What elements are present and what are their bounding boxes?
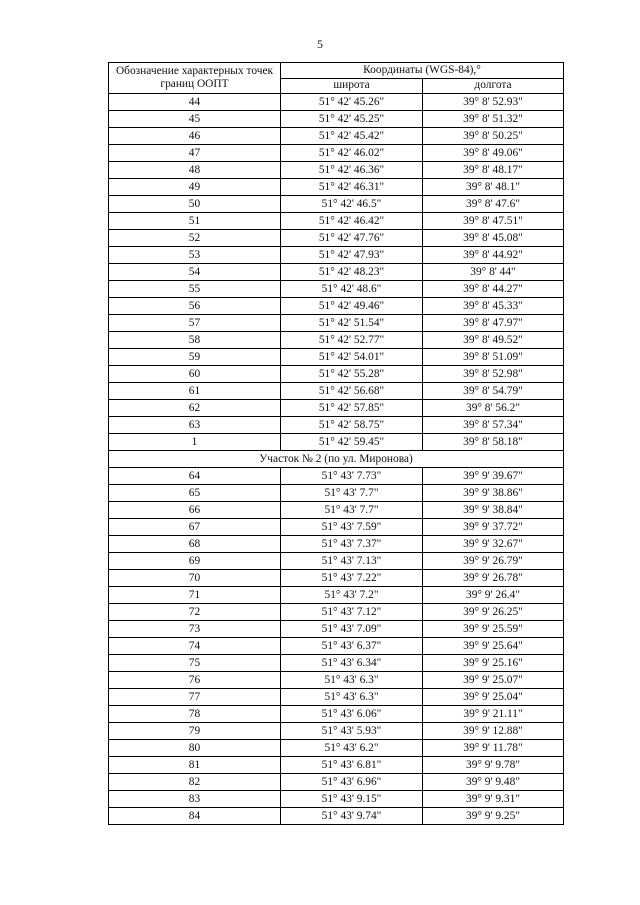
table-row [109, 757, 564, 774]
point-id-cell: 49 [109, 179, 281, 196]
point-id-cell: 60 [109, 366, 281, 383]
longitude-cell: 39° 8' 47.97" [423, 315, 564, 332]
point-id-cell: 65 [109, 485, 281, 502]
table-row [109, 536, 564, 553]
latitude-cell: 51° 42' 45.25" [281, 111, 423, 128]
table-row [109, 570, 564, 587]
latitude-cell: 51° 42' 55.28" [281, 366, 423, 383]
latitude-cell: 51° 42' 47.93" [281, 247, 423, 264]
table-row [109, 808, 564, 825]
coordinates-table [108, 62, 564, 825]
table-header [109, 63, 564, 94]
latitude-cell: 51° 42' 48.23" [281, 264, 423, 281]
latitude-cell: 51° 42' 46.31" [281, 179, 423, 196]
latitude-cell: 51° 43' 6.06" [281, 706, 423, 723]
point-id-cell: 47 [109, 145, 281, 162]
longitude-cell: 39° 9' 37.72" [423, 519, 564, 536]
point-id-cell: 55 [109, 281, 281, 298]
point-id-cell: 66 [109, 502, 281, 519]
point-id-cell: 71 [109, 587, 281, 604]
point-id-cell: 62 [109, 400, 281, 417]
longitude-cell: 39° 8' 44" [423, 264, 564, 281]
longitude-cell: 39° 8' 45.33" [423, 298, 564, 315]
table-row [109, 315, 564, 332]
table-row [109, 706, 564, 723]
longitude-cell: 39° 9' 9.25" [423, 808, 564, 825]
latitude-cell: 51° 42' 54.01" [281, 349, 423, 366]
table-row [109, 366, 564, 383]
latitude-cell: 51° 43' 9.15" [281, 791, 423, 808]
section2-title: Участок № 2 (по ул. Миронова) [109, 451, 564, 468]
point-id-cell: 81 [109, 757, 281, 774]
latitude-cell: 51° 43' 7.7" [281, 485, 423, 502]
table-body-part1 [109, 94, 564, 451]
longitude-cell: 39° 9' 25.07" [423, 672, 564, 689]
table-row [109, 519, 564, 536]
longitude-cell: 39° 9' 9.31" [423, 791, 564, 808]
point-column-header: Обозначение характерных точек границ ООПТ [109, 63, 281, 94]
table-row [109, 213, 564, 230]
latitude-cell: 51° 42' 57.85" [281, 400, 423, 417]
table-row [109, 587, 564, 604]
longitude-cell: 39° 9' 12.88" [423, 723, 564, 740]
longitude-cell: 39° 8' 47.6" [423, 196, 564, 213]
table-row [109, 332, 564, 349]
longitude-cell: 39° 9' 25.59" [423, 621, 564, 638]
longitude-cell: 39° 8' 56.2" [423, 400, 564, 417]
table-row [109, 502, 564, 519]
longitude-cell: 39° 8' 48.1" [423, 179, 564, 196]
latitude-cell: 51° 43' 7.09" [281, 621, 423, 638]
section2-header [109, 451, 564, 468]
latitude-cell: 51° 42' 47.76" [281, 230, 423, 247]
latitude-cell: 51° 43' 6.37" [281, 638, 423, 655]
longitude-cell: 39° 9' 21.11" [423, 706, 564, 723]
longitude-cell: 39° 8' 51.09" [423, 349, 564, 366]
longitude-cell: 39° 9' 26.78" [423, 570, 564, 587]
point-id-cell: 64 [109, 468, 281, 485]
point-id-cell: 73 [109, 621, 281, 638]
point-id-cell: 67 [109, 519, 281, 536]
table-row [109, 791, 564, 808]
latitude-cell: 51° 42' 59.45" [281, 434, 423, 451]
page-number: 5 [317, 37, 323, 51]
longitude-cell: 39° 8' 52.93" [423, 94, 564, 111]
longitude-cell: 39° 8' 51.32" [423, 111, 564, 128]
longitude-cell: 39° 8' 57.34" [423, 417, 564, 434]
table-row [109, 230, 564, 247]
longitude-cell: 39° 9' 39.67" [423, 468, 564, 485]
table-row [109, 111, 564, 128]
point-id-cell: 53 [109, 247, 281, 264]
latitude-cell: 51° 43' 9.74" [281, 808, 423, 825]
point-id-cell: 59 [109, 349, 281, 366]
latitude-cell: 51° 43' 7.13" [281, 553, 423, 570]
point-id-cell: 76 [109, 672, 281, 689]
latitude-cell: 51° 42' 46.5" [281, 196, 423, 213]
latitude-cell: 51° 43' 7.73" [281, 468, 423, 485]
longitude-cell: 39° 9' 9.48" [423, 774, 564, 791]
longitude-cell: 39° 8' 49.52" [423, 332, 564, 349]
point-id-cell: 54 [109, 264, 281, 281]
latitude-cell: 51° 42' 58.75" [281, 417, 423, 434]
table-row [109, 672, 564, 689]
longitude-cell: 39° 8' 44.92" [423, 247, 564, 264]
coords-column-header: Координаты (WGS-84),° [281, 63, 564, 79]
table-body-part2 [109, 468, 564, 825]
point-id-cell: 70 [109, 570, 281, 587]
table-row [109, 468, 564, 485]
latitude-cell: 51° 43' 7.7" [281, 502, 423, 519]
point-id-cell: 58 [109, 332, 281, 349]
latitude-cell: 51° 43' 6.81" [281, 757, 423, 774]
longitude-cell: 39° 8' 45.08" [423, 230, 564, 247]
table-row [109, 247, 564, 264]
latitude-cell: 51° 43' 7.12" [281, 604, 423, 621]
table-row [109, 485, 564, 502]
latitude-cell: 51° 43' 7.22" [281, 570, 423, 587]
longitude-cell: 39° 8' 47.51" [423, 213, 564, 230]
table-row [109, 621, 564, 638]
longitude-cell: 39° 9' 9.78" [423, 757, 564, 774]
table-row [109, 689, 564, 706]
table-row [109, 638, 564, 655]
table-row [109, 723, 564, 740]
longitude-cell: 39° 8' 54.79" [423, 383, 564, 400]
point-id-cell: 74 [109, 638, 281, 655]
point-id-cell: 45 [109, 111, 281, 128]
table-row [109, 553, 564, 570]
point-id-cell: 69 [109, 553, 281, 570]
header-row [109, 63, 564, 79]
table-row [109, 94, 564, 111]
longitude-cell: 39° 9' 25.04" [423, 689, 564, 706]
point-id-cell: 44 [109, 94, 281, 111]
longitude-cell: 39° 9' 26.25" [423, 604, 564, 621]
latitude-cell: 51° 42' 49.46" [281, 298, 423, 315]
table-row [109, 128, 564, 145]
latitude-cell: 51° 43' 5.93" [281, 723, 423, 740]
point-id-cell: 50 [109, 196, 281, 213]
latitude-cell: 51° 43' 6.2" [281, 740, 423, 757]
point-id-cell: 63 [109, 417, 281, 434]
table-row [109, 179, 564, 196]
latitude-cell: 51° 42' 48.6" [281, 281, 423, 298]
table-row [109, 281, 564, 298]
point-id-cell: 75 [109, 655, 281, 672]
latitude-cell: 51° 42' 46.42" [281, 213, 423, 230]
longitude-cell: 39° 8' 49.06" [423, 145, 564, 162]
latitude-cell: 51° 43' 7.59" [281, 519, 423, 536]
point-id-cell: 57 [109, 315, 281, 332]
latitude-cell: 51° 43' 6.3" [281, 689, 423, 706]
point-id-cell: 83 [109, 791, 281, 808]
table-row [109, 349, 564, 366]
table-row [109, 774, 564, 791]
lat-column-header: широта [281, 78, 423, 94]
table-row [109, 264, 564, 281]
latitude-cell: 51° 43' 7.2" [281, 587, 423, 604]
point-id-cell: 46 [109, 128, 281, 145]
table-row [109, 298, 564, 315]
point-id-cell: 84 [109, 808, 281, 825]
point-id-cell: 82 [109, 774, 281, 791]
longitude-cell: 39° 8' 48.17" [423, 162, 564, 179]
latitude-cell: 51° 42' 52.77" [281, 332, 423, 349]
latitude-cell: 51° 42' 56.68" [281, 383, 423, 400]
longitude-cell: 39° 8' 50.25" [423, 128, 564, 145]
point-id-cell: 72 [109, 604, 281, 621]
latitude-cell: 51° 42' 51.54" [281, 315, 423, 332]
table-row [109, 655, 564, 672]
longitude-cell: 39° 8' 58.18" [423, 434, 564, 451]
table-row [109, 604, 564, 621]
latitude-cell: 51° 43' 6.96" [281, 774, 423, 791]
table-row [109, 417, 564, 434]
table-row [109, 740, 564, 757]
point-id-cell: 80 [109, 740, 281, 757]
latitude-cell: 51° 42' 46.36" [281, 162, 423, 179]
latitude-cell: 51° 43' 7.37" [281, 536, 423, 553]
point-id-cell: 68 [109, 536, 281, 553]
point-id-cell: 56 [109, 298, 281, 315]
point-id-cell: 48 [109, 162, 281, 179]
latitude-cell: 51° 42' 45.26" [281, 94, 423, 111]
point-id-cell: 52 [109, 230, 281, 247]
longitude-cell: 39° 9' 26.4" [423, 587, 564, 604]
longitude-cell: 39° 8' 52.98" [423, 366, 564, 383]
latitude-cell: 51° 42' 45.42" [281, 128, 423, 145]
point-id-cell: 51 [109, 213, 281, 230]
longitude-cell: 39° 9' 25.16" [423, 655, 564, 672]
longitude-cell: 39° 9' 38.86" [423, 485, 564, 502]
table-row [109, 196, 564, 213]
longitude-cell: 39° 9' 11.78" [423, 740, 564, 757]
table-row [109, 145, 564, 162]
point-id-cell: 1 [109, 434, 281, 451]
lon-column-header: долгота [423, 78, 564, 94]
longitude-cell: 39° 8' 44.27" [423, 281, 564, 298]
latitude-cell: 51° 42' 46.02" [281, 145, 423, 162]
latitude-cell: 51° 43' 6.3" [281, 672, 423, 689]
table-row [109, 434, 564, 451]
point-id-cell: 61 [109, 383, 281, 400]
longitude-cell: 39° 9' 38.84" [423, 502, 564, 519]
section-row [109, 451, 564, 468]
longitude-cell: 39° 9' 32.67" [423, 536, 564, 553]
table-row [109, 383, 564, 400]
table-row [109, 162, 564, 179]
point-id-cell: 77 [109, 689, 281, 706]
longitude-cell: 39° 9' 26.79" [423, 553, 564, 570]
latitude-cell: 51° 43' 6.34" [281, 655, 423, 672]
point-id-cell: 79 [109, 723, 281, 740]
table-row [109, 400, 564, 417]
point-id-cell: 78 [109, 706, 281, 723]
longitude-cell: 39° 9' 25.64" [423, 638, 564, 655]
